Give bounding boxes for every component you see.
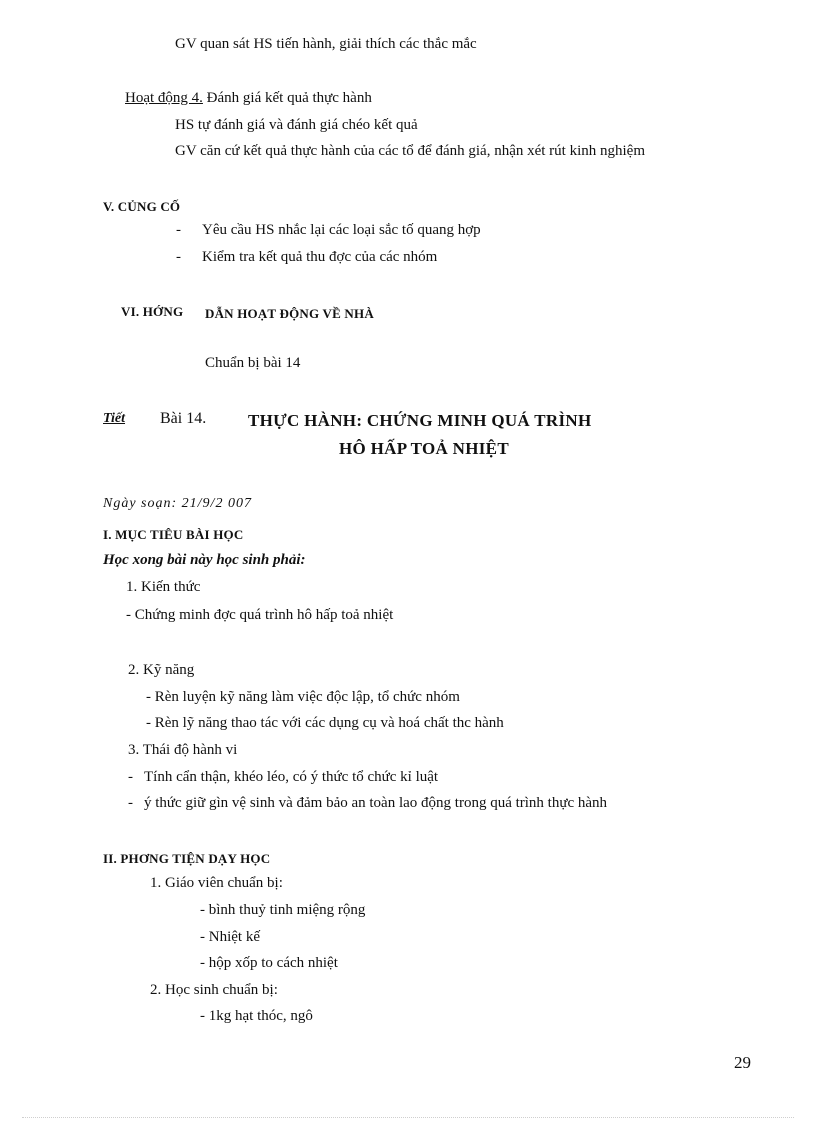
activity4-title: Đánh giá kết quả thực hành <box>202 90 372 106</box>
student-heading: 2. Học sinh chuẩn bị: <box>150 982 278 998</box>
section5-item-1: - Yêu cầu HS nhắc lại các loại sắc tố quang hợp <box>176 222 481 238</box>
activity4-line2: GV căn cứ kết quả thực hành của các tổ để đánh giá, nhận xét rút kinh nghiệm <box>175 143 645 159</box>
section1-heading: I. MỤC TIÊU BÀI HỌC <box>103 527 244 542</box>
knowledge-item: - Chứng minh đợc quá trình hô hấp toả nhiệt <box>126 607 394 623</box>
section6-heading-a: VI. HỚNG <box>121 304 184 319</box>
teacher-heading: 1. Giáo viên chuẩn bị: <box>150 875 283 891</box>
date-line: Ngày soạn: 21/9/2 007 <box>103 496 252 511</box>
skills-item-1: - Rèn luyện kỹ năng làm việc độc lập, tổ chức nhóm <box>146 689 460 705</box>
page-number: 29 <box>734 1053 751 1072</box>
skills-item-2: - Rèn lỹ năng thao tác với các dụng cụ và hoá chất thc hành <box>146 715 504 731</box>
section2-heading: II. PHƠNG TIỆN DẠY HỌC <box>103 851 271 866</box>
lesson-bai: Bài 14. <box>160 410 207 427</box>
teacher-item-2: - Nhiệt kế <box>200 929 260 945</box>
attitude-item-2-text: ý thức giữ gìn vệ sinh và đảm bảo an toàn lao động trong quá trình thực hành <box>144 795 608 811</box>
knowledge-heading: 1. Kiến thức <box>126 579 201 595</box>
section6-text: Chuẩn bị bài 14 <box>205 355 301 371</box>
activity4-label: Hoạt động 4. <box>125 90 203 106</box>
activity4-line <box>125 88 372 108</box>
section1-subheading: Học xong bài này học sinh phải: <box>103 552 306 568</box>
lesson-title-2: HÔ HẤP TOẢ NHIỆT <box>339 439 509 458</box>
section5-item-2-text: Kiểm tra kết quả thu đợc của các nhóm <box>202 249 438 265</box>
attitude-item-2: - ý thức giữ gìn vệ sinh và đảm bảo an toàn lao động trong quá trình thực hành <box>128 795 608 811</box>
activity4-line1: HS tự đánh giá và đánh giá chéo kết quả <box>175 117 418 133</box>
footer-divider <box>22 1117 794 1118</box>
section5-item-1-text: Yêu cầu HS nhắc lại các loại sắc tố quang hợp <box>202 222 481 238</box>
teacher-item-3: - hộp xốp to cách nhiệt <box>200 955 338 971</box>
lesson-tiet: Tiết <box>103 411 126 426</box>
gv-observe-line: GV quan sát HS tiến hành, giải thích các thắc mắc <box>175 36 477 52</box>
attitude-heading: 3. Thái độ hành vi <box>128 742 238 758</box>
attitude-item-1: - Tính cẩn thận, khéo léo, có ý thức tổ chức kỉ luật <box>128 769 439 785</box>
student-item-1: - 1kg hạt thóc, ngô <box>200 1008 313 1024</box>
teacher-item-1: - bình thuỷ tinh miệng rộng <box>200 902 366 918</box>
skills-heading: 2. Kỹ năng <box>128 662 195 678</box>
lesson-title-1: THỰC HÀNH: CHỨNG MINH QUÁ TRÌNH <box>248 411 592 430</box>
section5-item-2: - Kiểm tra kết quả thu đợc của các nhóm <box>176 249 438 265</box>
attitude-item-1-text: Tính cẩn thận, khéo léo, có ý thức tổ chức kỉ luật <box>144 769 439 785</box>
section6-heading-b: DẪN HOẠT ĐỘNG VỀ NHÀ <box>205 306 374 321</box>
section5-heading: V. CỦNG CỐ <box>103 199 181 214</box>
